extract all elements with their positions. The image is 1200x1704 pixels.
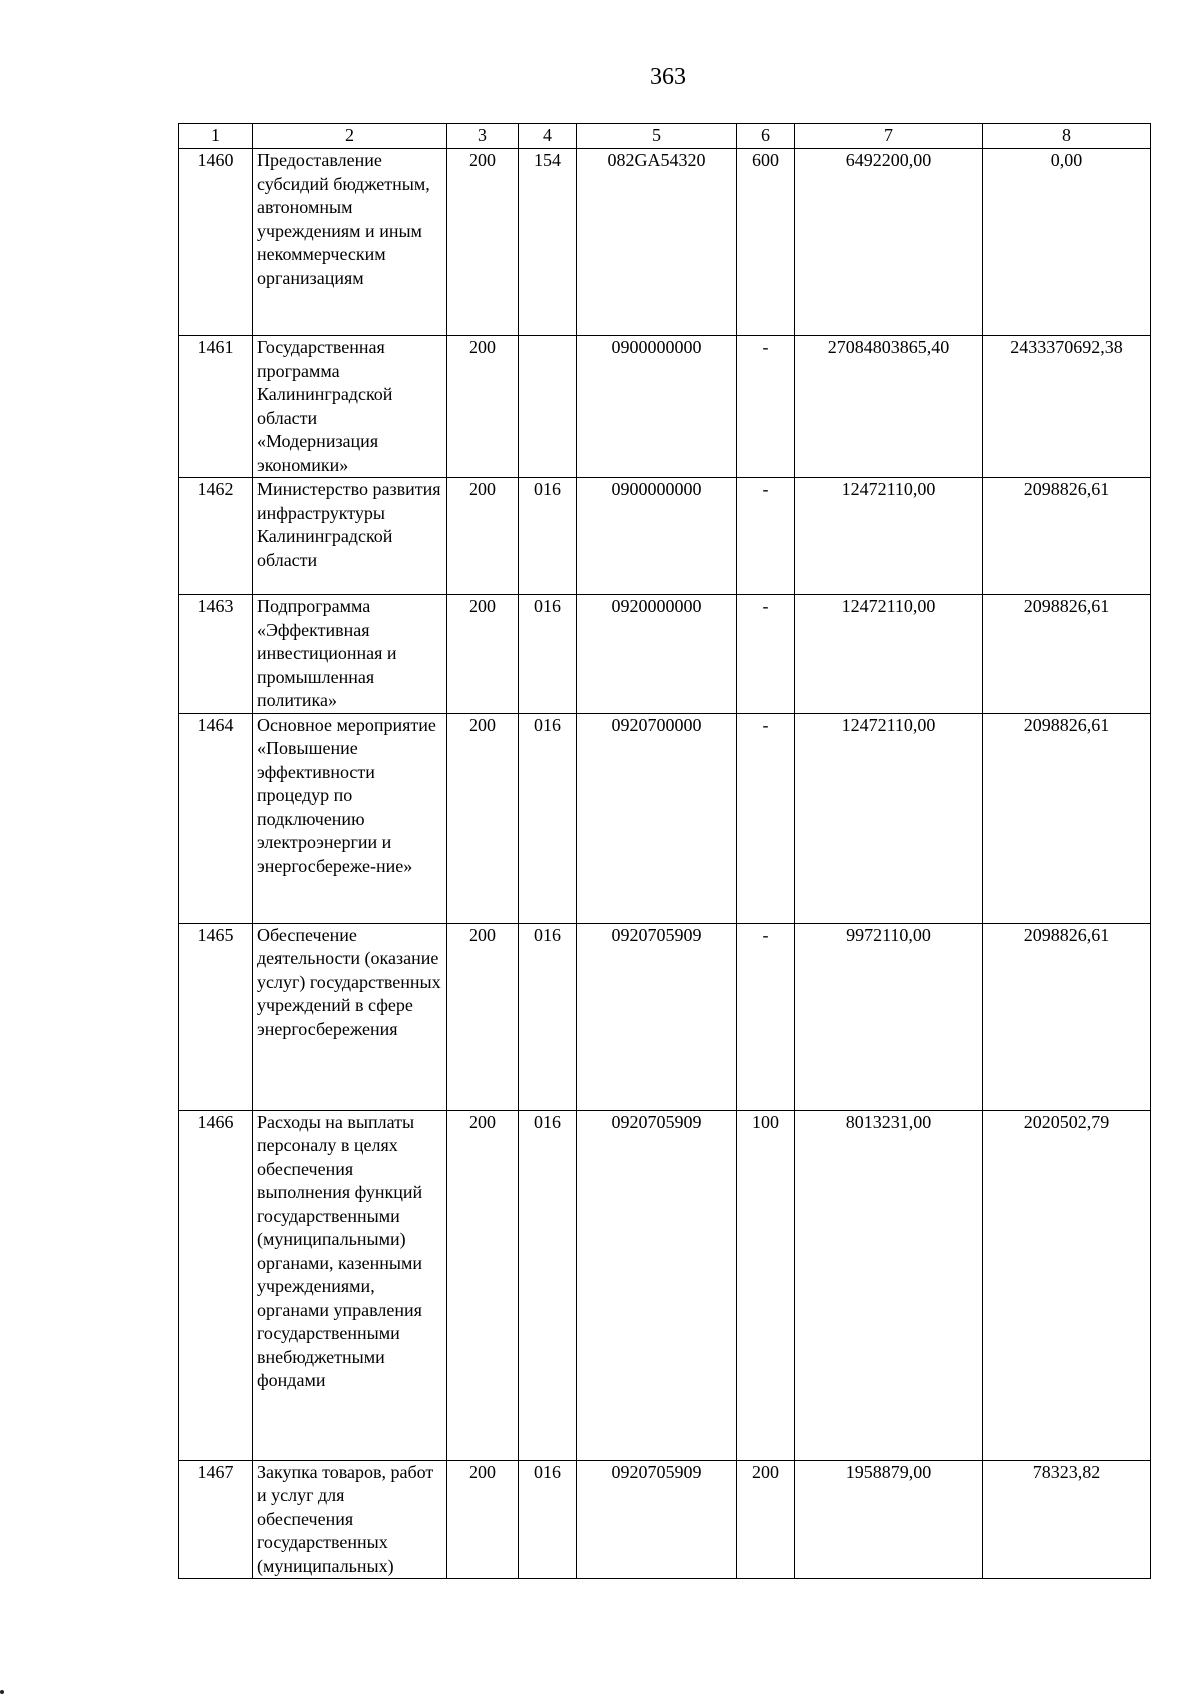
budget-table <box>178 123 1151 1579</box>
col8-amount: 2433370692,38 <box>983 336 1151 478</box>
col3-code: 200 <box>447 336 519 478</box>
col4-code: 016 <box>519 713 577 923</box>
header-cell: 5 <box>577 124 737 149</box>
col5-code: 0920705909 <box>577 923 737 1110</box>
col8-amount: 2020502,79 <box>983 1110 1151 1460</box>
row-name: Государственная программа Калининградской области «Модернизация экономики» <box>253 336 447 478</box>
col4-code: 016 <box>519 1460 577 1579</box>
header-cell: 4 <box>519 124 577 149</box>
col5-code: 0920705909 <box>577 1460 737 1579</box>
col6-code: - <box>737 336 795 478</box>
col4-code: 016 <box>519 478 577 595</box>
col4-code: 154 <box>519 149 577 336</box>
col7-amount: 12472110,00 <box>795 478 983 595</box>
col6-code: - <box>737 595 795 714</box>
col5-code: 0920000000 <box>577 595 737 714</box>
col5-code: 0920705909 <box>577 1110 737 1460</box>
col6-code: 600 <box>737 149 795 336</box>
table-row <box>179 595 1151 714</box>
col3-code: 200 <box>447 149 519 336</box>
row-number: 1464 <box>179 713 253 923</box>
col6-code: - <box>737 478 795 595</box>
col4-code: 016 <box>519 595 577 714</box>
row-name: Министерство развития инфраструктуры Калининградской области <box>253 478 447 595</box>
row-number: 1463 <box>179 595 253 714</box>
col6-code: 100 <box>737 1110 795 1460</box>
col8-amount: 2098826,61 <box>983 595 1151 714</box>
col3-code: 200 <box>447 923 519 1110</box>
row-number: 1466 <box>179 1110 253 1460</box>
table-row <box>179 1110 1151 1460</box>
col5-code: 082GA54320 <box>577 149 737 336</box>
row-number: 1467 <box>179 1460 253 1579</box>
table-row <box>179 478 1151 595</box>
col5-code: 0900000000 <box>577 336 737 478</box>
header-cell: 1 <box>179 124 253 149</box>
table-row <box>179 1460 1151 1579</box>
col7-amount: 6492200,00 <box>795 149 983 336</box>
scan-artifact <box>0 1690 4 1694</box>
col7-amount: 1958879,00 <box>795 1460 983 1579</box>
row-number: 1462 <box>179 478 253 595</box>
col4-code: 016 <box>519 923 577 1110</box>
col4-code: 016 <box>519 1110 577 1460</box>
row-number: 1461 <box>179 336 253 478</box>
col5-code: 0900000000 <box>577 478 737 595</box>
table-row <box>179 149 1151 336</box>
header-cell: 2 <box>253 124 447 149</box>
header-cell: 3 <box>447 124 519 149</box>
col8-amount: 0,00 <box>983 149 1151 336</box>
col8-amount: 78323,82 <box>983 1460 1151 1579</box>
col7-amount: 8013231,00 <box>795 1110 983 1460</box>
row-name: Обеспечение деятельности (оказание услуг) государственных учреждений в сфере энергосбережения <box>253 923 447 1110</box>
table-row <box>179 336 1151 478</box>
col3-code: 200 <box>447 595 519 714</box>
col5-code: 0920700000 <box>577 713 737 923</box>
col6-code: - <box>737 713 795 923</box>
header-cell: 6 <box>737 124 795 149</box>
row-name: Подпрограмма «Эффективная инвестиционная и промышленная политика» <box>253 595 447 714</box>
col8-amount: 2098826,61 <box>983 923 1151 1110</box>
col3-code: 200 <box>447 1110 519 1460</box>
col8-amount: 2098826,61 <box>983 713 1151 923</box>
col6-code: 200 <box>737 1460 795 1579</box>
row-number: 1465 <box>179 923 253 1110</box>
col7-amount: 27084803865,40 <box>795 336 983 478</box>
header-cell: 7 <box>795 124 983 149</box>
col3-code: 200 <box>447 713 519 923</box>
table-row <box>179 923 1151 1110</box>
col7-amount: 12472110,00 <box>795 595 983 714</box>
col3-code: 200 <box>447 478 519 595</box>
row-name: Расходы на выплаты персоналу в целях обеспечения выполнения функций государственными (муниципальными) органами, казенными учреждениями, органами управления государственными внебюджетными фондами <box>253 1110 447 1460</box>
col4-code <box>519 336 577 478</box>
row-name: Основное мероприятие «Повышение эффективности процедур по подключению электроэнергии и энергосбереже-ние» <box>253 713 447 923</box>
row-name: Закупка товаров, работ и услуг для обеспечения государственных (муниципальных) <box>253 1460 447 1579</box>
page-number: 363 <box>650 64 686 90</box>
col6-code: - <box>737 923 795 1110</box>
col3-code: 200 <box>447 1460 519 1579</box>
table-row <box>179 713 1151 923</box>
row-number: 1460 <box>179 149 253 336</box>
col8-amount: 2098826,61 <box>983 478 1151 595</box>
table-header-row <box>179 124 1151 149</box>
col7-amount: 12472110,00 <box>795 713 983 923</box>
row-name: Предоставление субсидий бюджетным, автономным учреждениям и иным некоммерческим организациям <box>253 149 447 336</box>
header-cell: 8 <box>983 124 1151 149</box>
col7-amount: 9972110,00 <box>795 923 983 1110</box>
